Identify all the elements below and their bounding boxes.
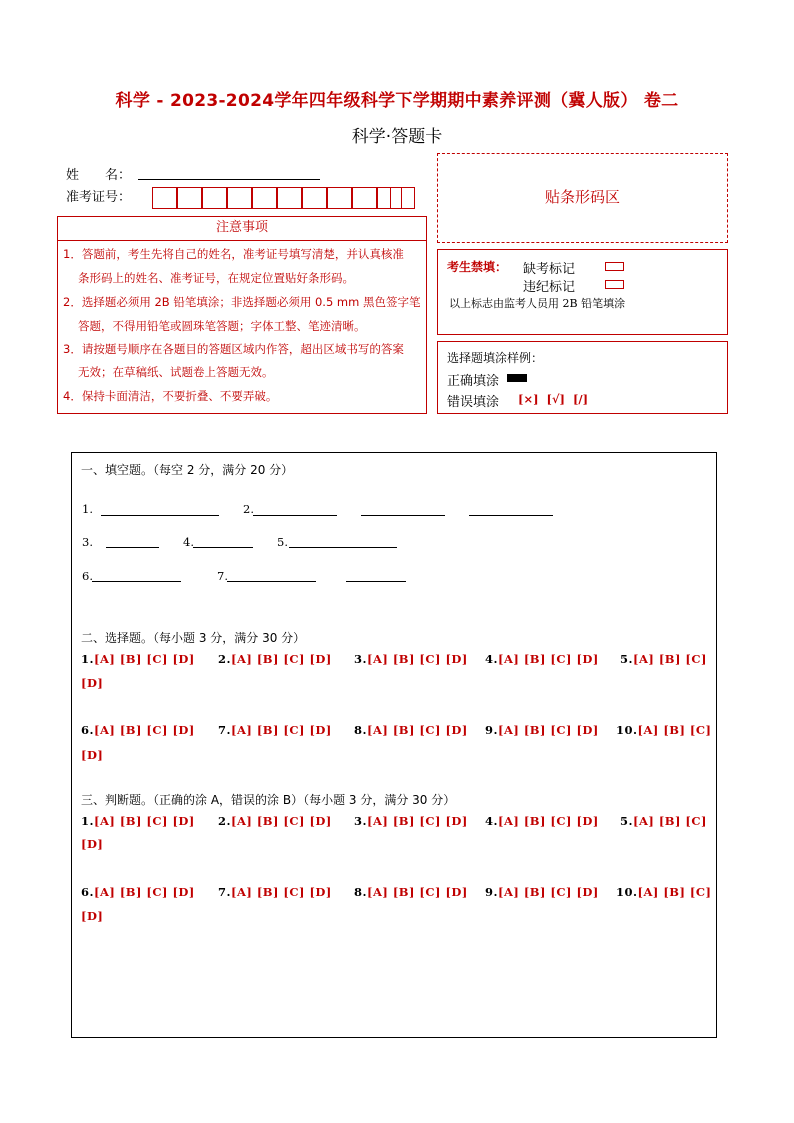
section-choice-title: 二、选择题。（每小题 3 分，满分 30 分）	[81, 631, 306, 645]
judge-q4[interactable]: 4.[A] [B] [C] [D]	[485, 814, 599, 828]
blank-2c-line[interactable]	[469, 515, 553, 516]
choice-q8[interactable]: 8.[A] [B] [C] [D]	[354, 723, 468, 737]
blank-label: 3.	[82, 535, 93, 549]
id-digit-box[interactable]	[390, 187, 415, 209]
id-digit-box[interactable]	[177, 187, 202, 209]
id-digit-box[interactable]	[302, 187, 327, 209]
notice-line: 答题，不得用铅笔或圆珠笔答题；字体工整、笔迹清晰。	[78, 319, 366, 333]
judge-q3[interactable]: 3.[A] [B] [C] [D]	[354, 814, 468, 828]
blank-1-line[interactable]	[101, 515, 219, 516]
blank-label: 1.	[82, 502, 93, 516]
id-digit-box[interactable]	[252, 187, 277, 209]
name-label: 姓 名：	[66, 168, 132, 183]
choice-q9[interactable]: 9.[A] [B] [C] [D]	[485, 723, 599, 737]
blank-7b-line[interactable]	[346, 581, 406, 582]
notice-line: 条形码上的姓名、准考证号，在规定位置贴好条形码。	[78, 271, 354, 285]
correct-fill-sample	[507, 374, 527, 382]
judge-q6[interactable]: 6.[A] [B] [C] [D]	[81, 885, 195, 899]
blank-4-line[interactable]	[193, 547, 253, 548]
blank-7a-line[interactable]	[227, 581, 316, 582]
blank-5-line[interactable]	[289, 547, 397, 548]
section-fill-blank-title: 一、填空题。（每空 2 分，满分 20 分）	[81, 463, 294, 477]
blank-2a-line[interactable]	[253, 515, 337, 516]
choice-q4[interactable]: 4.[A] [B] [C] [D]	[485, 652, 599, 666]
prohibit-label: 考生禁填：	[447, 260, 508, 274]
exam-title: 科学 - 2023-2024学年四年级科学下学期期中素养评测（冀人版） 卷二	[115, 91, 679, 111]
id-digit-box[interactable]	[327, 187, 352, 209]
blank-6-line[interactable]	[92, 581, 181, 582]
judge-q9[interactable]: 9.[A] [B] [C] [D]	[485, 885, 599, 899]
absent-mark-box[interactable]	[605, 262, 624, 271]
id-digit-box[interactable]	[227, 187, 252, 209]
judge-q1[interactable]: 1.[A] [B] [C] [D]	[81, 814, 195, 828]
answer-area	[71, 452, 717, 1038]
notice-heading: 注意事项	[57, 216, 427, 241]
judge-q8[interactable]: 8.[A] [B] [C] [D]	[354, 885, 468, 899]
id-digit-box[interactable]	[152, 187, 177, 209]
id-digit-box[interactable]	[202, 187, 227, 209]
notice-line: 4．保持卡面清洁，不要折叠、不要弄破。	[63, 389, 278, 403]
choice-q5[interactable]: 5.[A] [B] [C]	[620, 652, 707, 666]
judge-q7[interactable]: 7.[A] [B] [C] [D]	[218, 885, 332, 899]
notice-line: 无效；在草稿纸、试题卷上答题无效。	[78, 365, 274, 379]
wrong-fill-label: 错误填涂	[447, 395, 500, 410]
wrong-fill-samples: [×] [√] [/]	[518, 392, 589, 406]
barcode-label: 贴条形码区	[544, 188, 620, 206]
judge-q10-wrap[interactable]: [D]	[81, 909, 104, 923]
absent-mark-label: 缺考标记	[523, 262, 576, 277]
choice-q1[interactable]: 1.[A] [B] [C] [D]	[81, 652, 195, 666]
blank-label: 6.	[82, 569, 93, 583]
violation-mark-label: 违纪标记	[523, 280, 576, 295]
choice-q5-wrap[interactable]: [D]	[81, 676, 104, 690]
name-field[interactable]	[138, 179, 320, 180]
blank-label: 7.	[217, 569, 228, 583]
exam-id-label: 准考证号：	[66, 190, 132, 205]
judge-q5[interactable]: 5.[A] [B] [C]	[620, 814, 707, 828]
choice-q10[interactable]: 10.[A] [B] [C]	[616, 723, 712, 737]
choice-q10-wrap[interactable]: [D]	[81, 748, 104, 762]
blank-2b-line[interactable]	[361, 515, 445, 516]
prohibit-note: 以上标志由监考人员用 2B 铅笔填涂	[449, 297, 626, 310]
section-judge-title: 三、判断题。（正确的涂 A，错误的涂 B）（每小题 3 分，满分 30 分）	[81, 793, 456, 807]
blank-label: 2.	[243, 502, 254, 516]
notice-line: 3．请按题号顺序在各题目的答题区域内作答，超出区域书写的答案	[63, 342, 404, 356]
blank-label: 5.	[277, 535, 288, 549]
choice-q7[interactable]: 7.[A] [B] [C] [D]	[218, 723, 332, 737]
violation-mark-box[interactable]	[605, 280, 624, 289]
barcode-area	[437, 153, 728, 243]
judge-q10[interactable]: 10.[A] [B] [C]	[616, 885, 712, 899]
notice-line: 2．选择题必须用 2B 铅笔填涂；非选择题必须用 0.5 mm 黑色签字笔	[63, 295, 421, 309]
blank-label: 4.	[183, 535, 194, 549]
choice-q3[interactable]: 3.[A] [B] [C] [D]	[354, 652, 468, 666]
answer-card-subtitle: 科学·答题卡	[351, 127, 443, 147]
choice-q2[interactable]: 2.[A] [B] [C] [D]	[218, 652, 332, 666]
id-digit-box[interactable]	[352, 187, 377, 209]
judge-q2[interactable]: 2.[A] [B] [C] [D]	[218, 814, 332, 828]
choice-q6[interactable]: 6.[A] [B] [C] [D]	[81, 723, 195, 737]
correct-fill-label: 正确填涂	[447, 374, 500, 389]
blank-3-line[interactable]	[106, 547, 159, 548]
fill-example-title: 选择题填涂样例：	[447, 351, 544, 365]
id-digit-box[interactable]	[277, 187, 302, 209]
notice-line: 1．答题前，考生先将自己的姓名，准考证号填写清楚，并认真核准	[63, 247, 404, 261]
judge-q5-wrap[interactable]: [D]	[81, 837, 104, 851]
